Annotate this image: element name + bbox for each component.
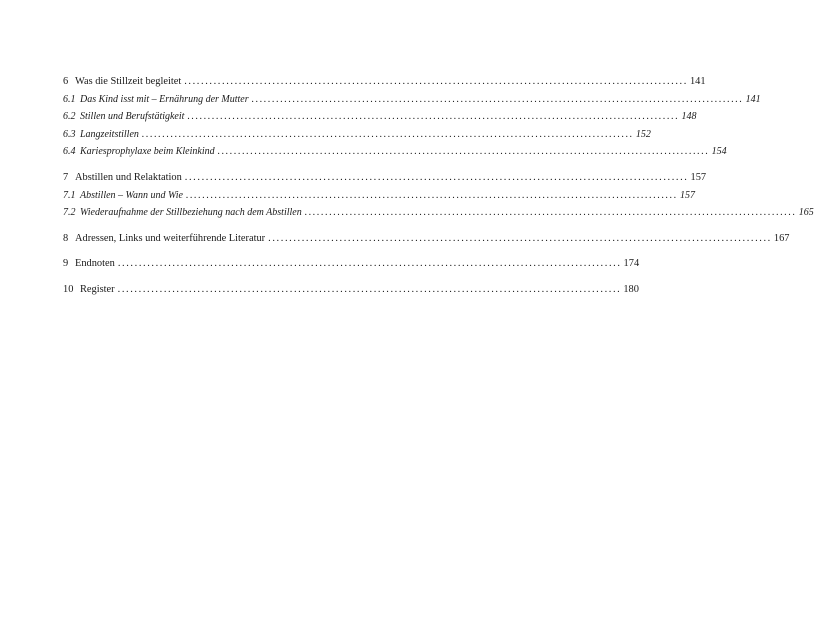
section-number: 7.2 bbox=[63, 207, 76, 219]
section-title: Langzeitstillen bbox=[80, 128, 139, 140]
section-title: Kariesprophylaxe beim Kleinkind bbox=[80, 146, 215, 158]
toc-chapter-entry bbox=[63, 230, 790, 248]
group-spacer bbox=[63, 273, 388, 281]
table-of-contents bbox=[63, 73, 814, 299]
chapter-number: 7 bbox=[63, 171, 69, 183]
chapter-number: 6 bbox=[63, 76, 69, 87]
section-page-number: 154 bbox=[711, 146, 727, 158]
section-title: Wiederaufnahme der Stillbeziehung nach dem Abstillen bbox=[80, 207, 302, 219]
dot-leader: ........................................................................................................................ bbox=[184, 171, 689, 183]
dot-leader: ........................................................................................................................ bbox=[117, 258, 622, 270]
section-title: Das Kind isst mit – Ernährung der Mutter bbox=[80, 93, 249, 105]
toc-section-entry bbox=[63, 204, 814, 222]
dot-leader: ........................................................................................................................ bbox=[185, 189, 678, 201]
section-number: 6.2 bbox=[63, 111, 76, 123]
chapter-title: Register bbox=[80, 283, 115, 295]
toc-section-entry bbox=[63, 187, 695, 205]
section-number: 6.1 bbox=[63, 93, 76, 105]
chapter-number: 9 bbox=[63, 258, 69, 270]
group-spacer bbox=[63, 161, 388, 169]
chapter-page-number: 180 bbox=[623, 283, 639, 295]
section-title: Abstillen – Wann und Wie bbox=[80, 189, 183, 201]
section-title: Stillen und Berufstätigkeit bbox=[80, 111, 185, 123]
toc-section-entry bbox=[63, 143, 727, 161]
dot-leader: ........................................................................................................................ bbox=[187, 111, 680, 123]
section-page-number: 148 bbox=[681, 111, 697, 123]
toc-chapter-entry bbox=[63, 169, 707, 187]
toc-chapter-entry bbox=[63, 73, 706, 91]
section-number: 6.3 bbox=[63, 128, 76, 140]
dot-leader: ........................................................................................................................ bbox=[184, 76, 688, 87]
chapter-page-number: 174 bbox=[623, 258, 640, 270]
section-number: 7.1 bbox=[63, 189, 76, 201]
section-number: 6.4 bbox=[63, 146, 76, 158]
toc-section-entry bbox=[63, 108, 697, 126]
chapter-page-number: 167 bbox=[773, 232, 790, 244]
toc-section-entry bbox=[63, 91, 761, 109]
toc-section-entry bbox=[63, 126, 651, 144]
group-spacer bbox=[63, 222, 388, 230]
section-page-number: 141 bbox=[745, 93, 761, 105]
dot-leader: ........................................................................................................................ bbox=[217, 146, 710, 158]
chapter-title: Endnoten bbox=[75, 258, 115, 270]
chapter-page-number: 157 bbox=[690, 171, 707, 183]
dot-leader: ........................................................................................................................ bbox=[251, 93, 744, 105]
group-spacer bbox=[63, 247, 388, 255]
section-page-number: 152 bbox=[635, 128, 651, 140]
section-page-number: 157 bbox=[679, 189, 695, 201]
toc-chapter-entry bbox=[63, 255, 640, 273]
section-page-number: 165 bbox=[798, 207, 814, 219]
dot-leader: ........................................................................................................................ bbox=[304, 207, 797, 219]
dot-leader: ........................................................................................................................ bbox=[117, 283, 622, 295]
chapter-title: Was die Stillzeit begleitet bbox=[75, 76, 182, 87]
toc-chapter-entry bbox=[63, 281, 639, 299]
dot-leader: ........................................................................................................................ bbox=[141, 128, 634, 140]
chapter-number: 8 bbox=[63, 232, 69, 244]
chapter-title: Abstillen und Relaktation bbox=[75, 171, 182, 183]
chapter-page-number: 141 bbox=[689, 76, 706, 87]
chapter-number: 10 bbox=[63, 283, 74, 295]
chapter-title: Adressen, Links und weiterführende Literatur bbox=[75, 232, 266, 244]
dot-leader: ........................................................................................................................ bbox=[268, 232, 772, 244]
